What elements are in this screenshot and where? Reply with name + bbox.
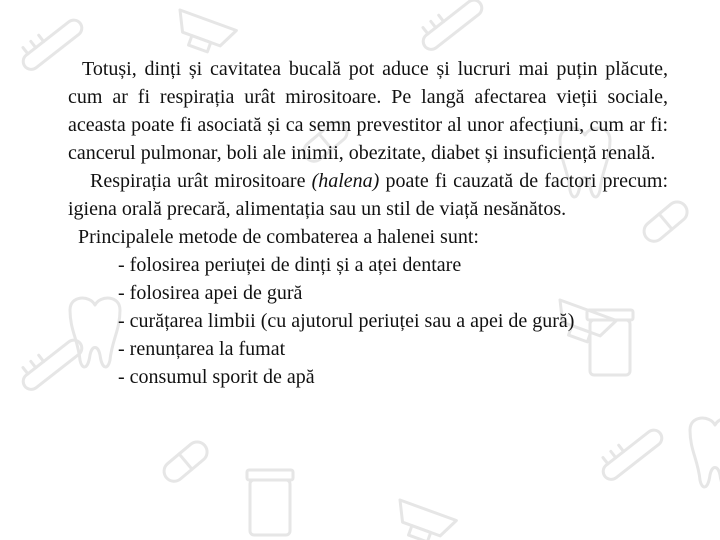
halena-term: (halena)	[311, 170, 380, 192]
methods-heading: Principalele metode de combaterea a halenei sunt:	[78, 226, 479, 248]
pill-icon	[160, 438, 211, 485]
list-item: - renunțarea la fumat	[118, 338, 286, 360]
list-item: - consumul sporit de apă	[118, 366, 315, 388]
list-item: - folosirea apei de gură	[118, 282, 303, 304]
pill-bottle-icon	[247, 470, 293, 535]
paragraph-causes	[68, 167, 668, 223]
toothpaste-tube-icon	[390, 500, 457, 540]
list-item: - curățarea limbii (cu ajutorul periuței sau a apei de gură)	[118, 310, 575, 332]
toothpaste-tube-icon	[170, 10, 237, 59]
paragraph-consequences: Totuși, dinți și cavitatea bucală pot aduce și lucruri mai puțin plăcute, cum ar fi respirația urât mirositoare. Pe langă afectarea vieții sociale, aceasta poate fi asociată și ca semn prevestitor al unor afecțiuni, cum ar fi: cancerul pulmonar, boli ale inimii, obezitate, diabet și insuficiență renală.	[68, 58, 668, 164]
causes-text-end: poate fi cauzată de factori precum: igiena orală precară, alimentația sau un stil de viață nesănătos.	[68, 170, 669, 220]
slide-text-body	[68, 55, 668, 391]
toothbrush-icon	[415, 0, 485, 53]
list-item: - folosirea periuței de dinți și a aței dentare	[118, 254, 462, 276]
causes-text-start: Respirația urât mirositoare	[90, 170, 312, 192]
tooth-icon	[690, 418, 720, 487]
toothbrush-icon	[595, 421, 665, 483]
methods-list	[68, 251, 668, 391]
